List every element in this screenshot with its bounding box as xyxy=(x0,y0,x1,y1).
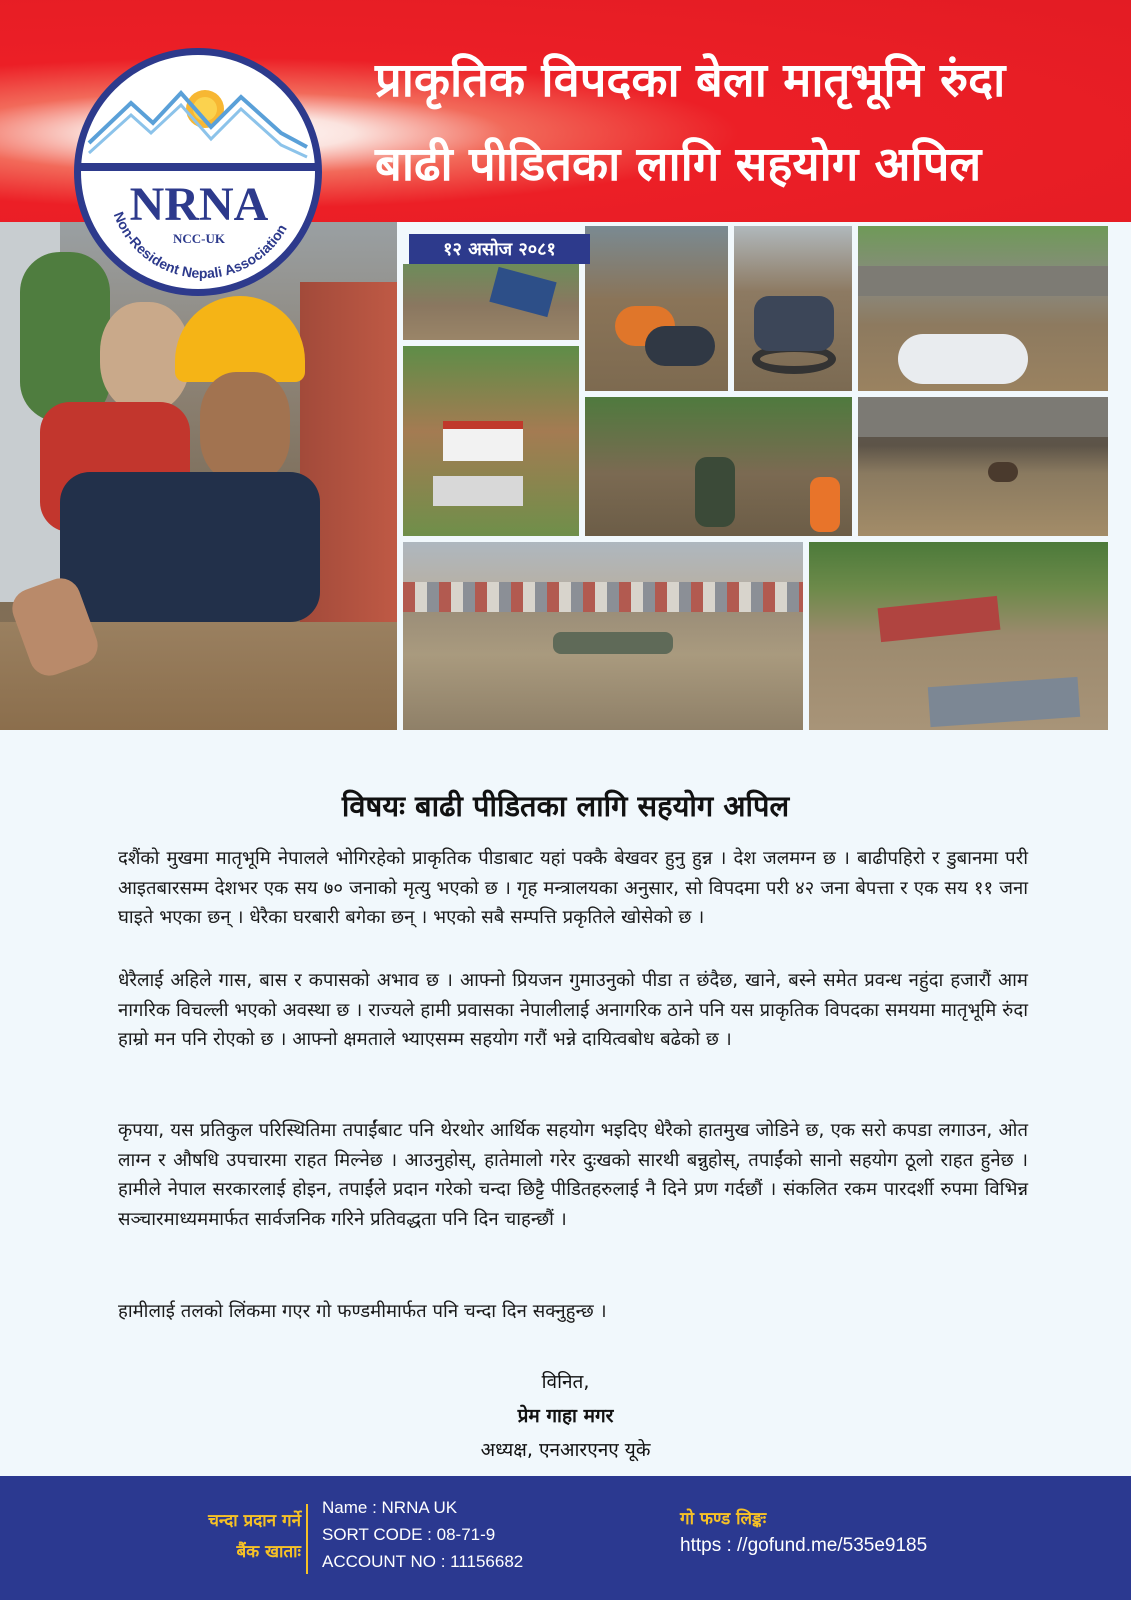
letter-paragraph-4: हामीलाई तलको लिंकमा गएर गो फण्डमीमार्फत पनि चन्दा दिन सक्नुहुन्छ । xyxy=(118,1301,607,1322)
account-name: Name : NRNA UK xyxy=(322,1498,458,1517)
gofund-label: गो फण्ड लिङ्कः xyxy=(680,1509,767,1529)
letter-designation: अध्यक्ष, एनआरएनए यूके xyxy=(480,1439,651,1461)
woman-rescued-in-water-photo xyxy=(585,226,728,391)
flooded-roofs-photo xyxy=(809,542,1108,730)
bank-account-details xyxy=(322,1494,523,1575)
bank-label-line2: बैंक खाताः xyxy=(236,1542,301,1562)
footer-divider xyxy=(306,1504,308,1574)
letter-paragraph-2: धेरैलाई अहिले गास, बास र कपासको अभाव छ । आफ्नो प्रियजन गुमाउनुको पीडा त छंदैछ, खाने, बस्ने समेत प्रवन्ध नहुंदा हजारौं आम नागरिक विचल्ली भएको अवस्था छ । राज्यले हामी प्रवासका नेपालीलाई अनागरिक ठाने पनि यस प्राकृतिक विपदका समयमा मातृभूमि रुंदा हाम्रो मन पनि रोएको छ । आफ्नो क्षमताले भ्याएसम्म सहयोग गरौं भन्ने दायित्वबोध बढेको छ । xyxy=(118,970,1028,1051)
logo-chapter: NCC-UK xyxy=(173,231,225,246)
man-in-floodwater-photo xyxy=(858,397,1108,536)
letter-paragraph-1: दशैंको मुखमा मातृभूमि नेपालले भोगिरहेको प्राकृतिक पीडाबाट यहां पक्कै बेखवर हुनु हुन्न । देश जलमग्न छ । बाढीपहिरो र डुबानमा परी आइतबारसम्म देशभर एक सय ७० जनाको मृत्यु भएको छ । गृह मन्त्रालयका अनुसार, सो विपदमा परी ४२ जना बेपत्ता र एक सय ११ जना घाइते भएका छन् । धेरैका घरबारी बगेका छन् । भएको सबै सम्पत्ति प्रकृतिले खोसेको छ । xyxy=(118,848,1028,929)
date-badge: १२ असोज २०८१ xyxy=(409,234,590,264)
account-number: ACCOUNT NO : 11156682 xyxy=(322,1552,524,1571)
flooded-street-photo xyxy=(403,264,579,340)
mountain-sun-icon xyxy=(81,55,315,289)
gofund-link[interactable]: https : //gofund.me/535e9185 xyxy=(680,1535,928,1556)
footer-bank-details xyxy=(0,1476,1131,1600)
bank-account-label xyxy=(208,1506,301,1568)
flooded-settlement-photo xyxy=(858,226,1108,391)
logo-fullname: Non-Resident Nepali Association xyxy=(110,209,290,282)
nrna-logo xyxy=(74,48,322,296)
page-title-line1: प्राकृतिक विपदका बेला मातृभूमि रुंदा xyxy=(375,53,1006,108)
sort-code: SORT CODE : 08-71-9 xyxy=(322,1525,496,1544)
letter-closing: विनित, xyxy=(541,1371,590,1393)
page-title-line2: बाढी पीडितका लागि सहयोग अपिल xyxy=(375,137,982,192)
rescuer-carrying-woman-photo xyxy=(0,222,397,730)
rescue-workers-photo xyxy=(585,397,852,536)
letter-paragraph-3: कृपया, यस प्रतिकुल परिस्थितिमा तपाईंबाट पनि थेरथोर आर्थिक सहयोग भइदिए धेरैको हातमुख जोडिने छ, एक सरो कपडा लगाउन, ओत लाग्न र औषधि उपचारमा राहत मिल्नेछ । आउनुहोस्, हातेमालो गरेर दुःखको सारथी बन्नुहोस्, तपाईंको सानो सहयोग ठूलो राहत हुनेछ । हामीले नेपाल सरकारलाई होइन, तपाईंले प्रदान गरेको चन्दा छिट्टै पीडितहरुलाई नै दिने प्रण गर्दछौं । संकलित रकम पारदर्शी रुपमा विभिन्न सञ्चारमाध्यममार्फत सार्वजनिक गरिने प्रतिवद्धता पनि दिन चाहन्छौं । xyxy=(118,1120,1028,1230)
bank-label-line1: चन्दा प्रदान गर्ने xyxy=(208,1511,301,1531)
landslide-house-photo xyxy=(403,346,579,536)
letter-subject: विषयः बाढी पीडितका लागि सहयोग अपिल xyxy=(341,789,790,823)
logo-wordmark: NRNA xyxy=(129,178,269,231)
rescue-tube-photo xyxy=(734,226,852,391)
flooded-city-aerial-photo xyxy=(403,542,803,730)
letter-signatory: प्रेम गाहा मगर xyxy=(517,1405,614,1427)
